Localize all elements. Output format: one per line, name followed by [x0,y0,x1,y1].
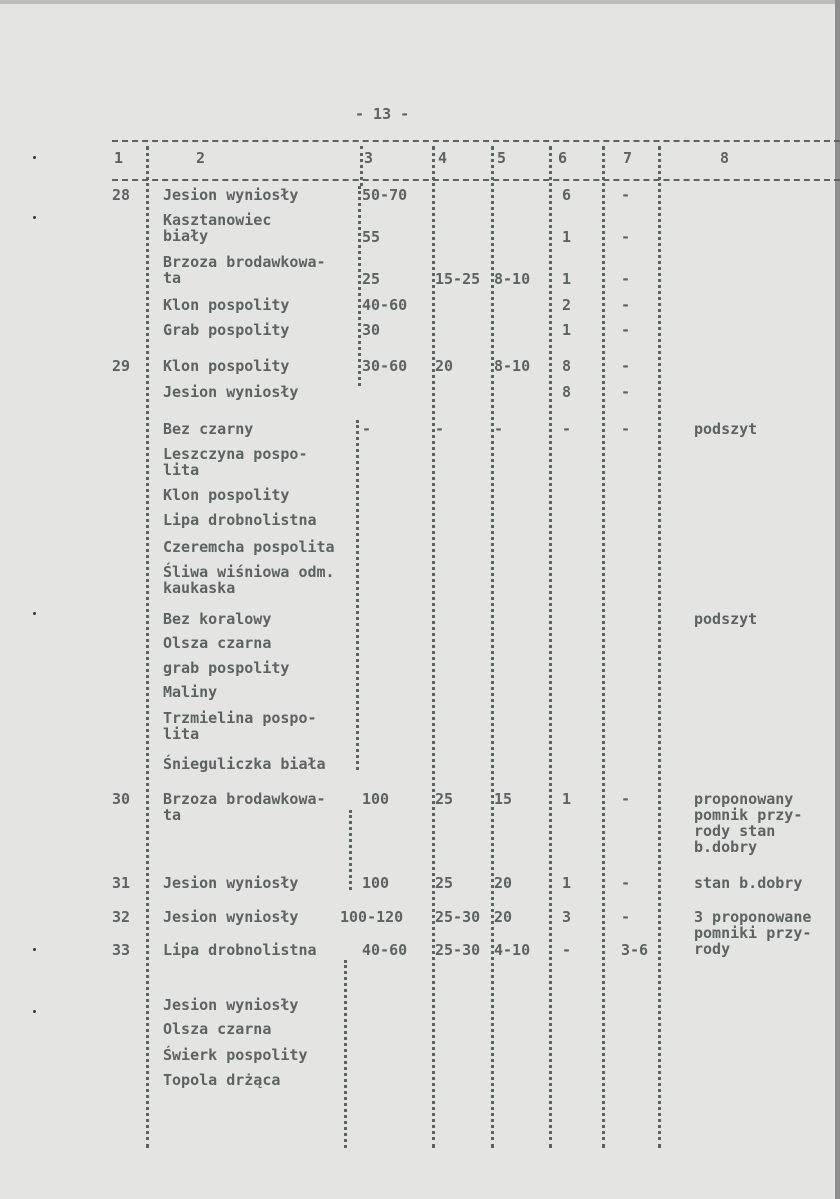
col6-value: 1 [562,228,572,246]
col3-value: - [362,420,372,438]
col3-value: 25 [362,270,381,288]
col3-value: 40-60 [362,941,408,959]
column-divider [358,186,361,386]
col3-value: 100 [362,790,390,808]
margin-dot [33,1010,36,1013]
column-header-1: 1 [114,149,124,167]
column-header-5: 5 [497,149,507,167]
col7-value: - [621,908,631,926]
row-number: 29 [112,357,131,375]
species-name: Klon pospolity [163,296,290,314]
row-number: 30 [112,790,131,808]
row-number: 28 [112,186,131,204]
col6-value: 2 [562,296,572,314]
species-name: Jesion wyniosły [163,874,299,892]
column-divider [146,146,149,1148]
scan-top-edge [0,0,840,4]
column-header-7: 7 [623,149,633,167]
column-divider [549,146,552,1148]
remarks: proponowany pomnik przy- rody stan b.dobry [694,790,803,856]
col7-value: 3-6 [621,941,649,959]
col4-value: 20 [435,357,454,375]
column-header-4: 4 [438,149,448,167]
species-name: Kasztanowiec biały [163,211,272,245]
col6-value: 3 [562,908,572,926]
col3-value: 55 [362,228,381,246]
col6-value: 8 [562,357,572,375]
col5-value: 4-10 [494,941,531,959]
col7-value: - [621,383,631,401]
species-name: Śliwa wiśniowa odm. kaukaska [163,563,335,597]
species-name: Lipa drobnolistna [163,511,317,529]
species-name: Jesion wyniosły [163,996,299,1014]
margin-dot [33,612,36,615]
col7-value: - [621,270,631,288]
species-name: Jesion wyniosły [163,186,299,204]
column-header-2: 2 [196,149,206,167]
species-name: Klon pospolity [163,486,290,504]
species-name: Klon pospolity [163,357,290,375]
species-name: Leszczyna pospo- lita [163,445,308,479]
table-header-rule [112,179,840,181]
species-name: Trzmielina pospo- lita [163,709,317,743]
col4-value: 25 [435,874,454,892]
margin-dot [33,156,36,159]
col6-value: - [562,420,572,438]
column-divider [356,420,359,770]
col3-value: 30-60 [362,357,408,375]
col3-value: 50-70 [362,186,408,204]
remarks: podszyt [694,610,758,628]
col6-value: 1 [562,321,572,339]
species-name: Jesion wyniosły [163,908,299,926]
species-name: Jesion wyniosły [163,383,299,401]
row-number: 32 [112,908,131,926]
column-divider [602,146,605,1148]
species-name: Świerk pospolity [163,1046,308,1064]
species-name: Grab pospolity [163,321,290,339]
margin-dot [33,948,36,951]
species-name: Olsza czarna [163,1020,272,1038]
col7-value: - [621,321,631,339]
column-divider [360,146,363,186]
species-name: Czeremcha pospolita [163,538,335,556]
species-name: Olsza czarna [163,634,272,652]
col7-value: - [621,186,631,204]
column-header-3: 3 [364,149,374,167]
col6-value: 1 [562,790,572,808]
col3-value: 100 [362,874,390,892]
species-name: Bez koralowy [163,610,272,628]
species-name: Śnieguliczka biała [163,755,326,773]
page-number: - 13 - [355,105,410,123]
col6-value: 6 [562,186,572,204]
species-name: Lipa drobnolistna [163,941,317,959]
column-divider [658,146,661,1148]
column-header-6: 6 [558,149,568,167]
col5-value: 20 [494,874,513,892]
column-divider [491,146,494,1148]
species-name: Brzoza brodawkowa- ta [163,253,326,287]
col4-value: 15-25 [435,270,481,288]
col7-value: - [621,357,631,375]
species-name: Topola drżąca [163,1071,281,1089]
col5-value: 8-10 [494,357,531,375]
remarks: podszyt [694,420,758,438]
remarks: stan b.dobry [694,874,803,892]
col4-value: 25-30 [435,941,481,959]
col6-value: 1 [562,270,572,288]
col7-value: - [621,874,631,892]
col7-value: - [621,296,631,314]
col3-value: 40-60 [362,296,408,314]
column-divider [349,810,352,890]
col7-value: - [621,420,631,438]
col6-value: 8 [562,383,572,401]
col5-value: 20 [494,908,513,926]
remarks: 3 proponowane pomniki przy- rody [694,908,812,958]
margin-dot [33,216,36,219]
col3-value: 30 [362,321,381,339]
col3-value: 100-120 [340,908,404,926]
col4-value: 25 [435,790,454,808]
col6-value: - [562,941,572,959]
col7-value: - [621,228,631,246]
col4-value: 25-30 [435,908,481,926]
table-top-rule [112,140,840,142]
row-number: 33 [112,941,131,959]
column-divider [432,146,435,1148]
species-name: Maliny [163,683,218,701]
row-number: 31 [112,874,131,892]
col6-value: 1 [562,874,572,892]
column-header-8: 8 [720,149,730,167]
species-name: Bez czarny [163,420,254,438]
species-name: grab pospolity [163,659,290,677]
col5-value: - [494,420,504,438]
column-divider [344,960,347,1148]
col7-value: - [621,790,631,808]
species-name: Brzoza brodawkowa- ta [163,790,326,824]
col5-value: 15 [494,790,513,808]
col5-value: 8-10 [494,270,531,288]
col4-value: - [435,420,445,438]
